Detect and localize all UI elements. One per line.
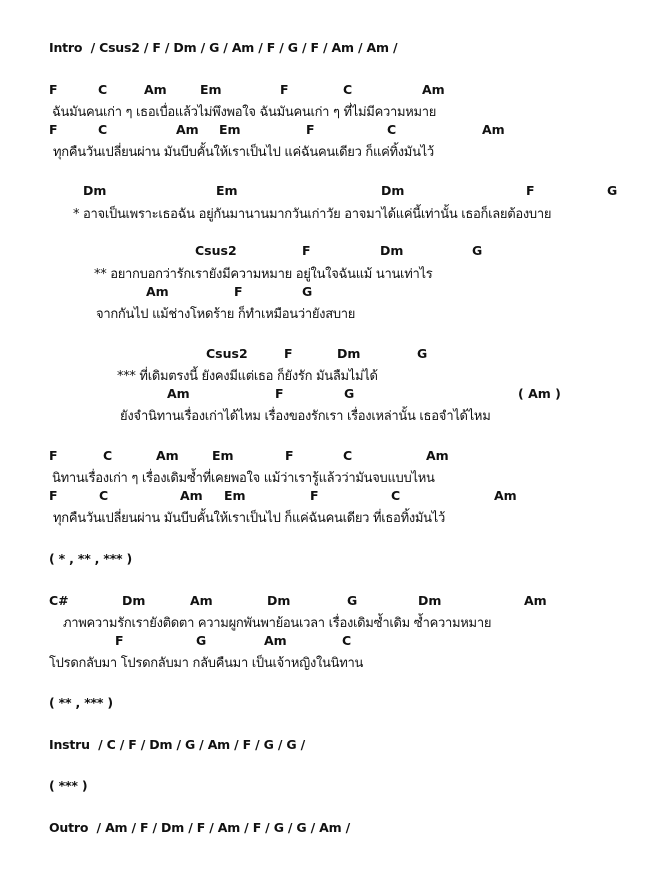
chord: Am [180, 488, 203, 503]
verse2-chord-row-2 [0, 488, 670, 506]
verse1-lyric-1: ฉันมันคนเก่า ๆ เธอเบื่อแล้วไม่พึงพอใจ ฉันมันคนเก่า ๆ ที่ไม่มีความหมาย [52, 105, 437, 120]
verse2-lyric-1: นิทานเรื่องเก่า ๆ เรื่องเดิมซ้ำที่เคยพอใจ แม้ว่าเรารู้แล้วว่ามันจบแบบไหน [52, 471, 435, 486]
chord: Am [156, 448, 179, 463]
chord: Am [422, 82, 445, 97]
chord: F [285, 448, 294, 463]
bridge-chord-row-2 [0, 633, 670, 651]
chord: F [115, 633, 124, 648]
chord: C [98, 122, 108, 137]
chorus2-lyric-1: *** ที่เดิมตรงนี้ ยังคงมีแต่เธอ ก็ยังรัก มันลืมไม่ได้ [117, 369, 378, 384]
chorus2-chord-row-2 [0, 386, 670, 404]
chord: Am [190, 593, 213, 608]
chord: Dm [267, 593, 291, 608]
verse1-chord-row-1 [0, 82, 670, 100]
chord: F [306, 122, 315, 137]
chord: G [344, 386, 355, 401]
chord: G [607, 183, 618, 198]
outro-line: Outro / Am / F / Dm / F / Am / F / G / G / Am / [49, 820, 350, 835]
prechorus-chord-row [0, 183, 670, 201]
intro-line: Intro / Csus2 / F / Dm / G / Am / F / G / F / Am / Am / [49, 40, 398, 55]
chorus1-lyric-2: จากกันไป แม้ช่างโหดร้าย ก็ทำเหมือนว่ายังสบาย [96, 307, 356, 322]
chord: Dm [83, 183, 107, 198]
chord: Am [264, 633, 287, 648]
chord: Em [200, 82, 222, 97]
chord: Am [176, 122, 199, 137]
chord: F [280, 82, 289, 97]
chorus2-lyric-2: ยังจำนิทานเรื่องเก่าได้ไหม เรื่องของรักเรา เรื่องเหล่านั้น เธอจำได้ไหม [120, 409, 491, 424]
chord: C [103, 448, 113, 463]
chord: F [234, 284, 243, 299]
repeat-marker-2: ( ** , *** ) [49, 695, 113, 710]
chord: Am [167, 386, 190, 401]
chorus1-chord-row-2 [0, 284, 670, 302]
chord: Am [426, 448, 449, 463]
chord: Dm [122, 593, 146, 608]
chord: Em [224, 488, 246, 503]
chord: Dm [380, 243, 404, 258]
chord: C [343, 448, 353, 463]
chord: C [387, 122, 397, 137]
chord: F [49, 448, 58, 463]
prechorus-lyric: * อาจเป็นเพราะเธอฉัน อยู่กันมานานมากวันเก่าวัย อาจมาได้แค่นี้เท่านั้น เธอก็เลยต้องบาย [73, 207, 552, 222]
chord: F [284, 346, 293, 361]
chord: G [417, 346, 428, 361]
chord: F [310, 488, 319, 503]
chord: Am [494, 488, 517, 503]
repeat-marker-3: ( *** ) [49, 778, 88, 793]
chord: F [302, 243, 311, 258]
chord: Csus2 [206, 346, 248, 361]
chord: Am [524, 593, 547, 608]
chord: C [343, 82, 353, 97]
chord: G [196, 633, 207, 648]
chord: Am [144, 82, 167, 97]
bridge-lyric-2: โปรดกลับมา โปรดกลับมา กลับคืนมา เป็นเจ้าหญิงในนิทาน [49, 656, 364, 671]
chord: Am [146, 284, 169, 299]
chord: G [302, 284, 313, 299]
repeat-marker-1: ( * , ** , *** ) [49, 551, 133, 566]
chord: C [98, 82, 108, 97]
chord: Em [212, 448, 234, 463]
chord: F [275, 386, 284, 401]
verse2-chord-row-1 [0, 448, 670, 466]
chord: C# [49, 593, 69, 608]
chord: C [391, 488, 401, 503]
chord: C [342, 633, 352, 648]
chord: Csus2 [195, 243, 237, 258]
chord: F [526, 183, 535, 198]
chorus1-lyric-1: ** อยากบอกว่ารักเรายังมีความหมาย อยู่ในใจฉันแม้ นานเท่าไร [94, 267, 433, 282]
chord: Dm [381, 183, 405, 198]
chorus1-chord-row-1 [0, 243, 670, 261]
verse1-chord-row-2 [0, 122, 670, 140]
chord: F [49, 122, 58, 137]
chord: Dm [418, 593, 442, 608]
verse2-lyric-2: ทุกคืนวันเปลี่ยนผ่าน มันบีบคั้นให้เราเป็นไป ก็แค่ฉันคนเดียว ที่เธอทิ้งมันไว้ [53, 511, 445, 526]
chord: Em [219, 122, 241, 137]
chord: G [347, 593, 358, 608]
chord: Em [216, 183, 238, 198]
chord: Am [482, 122, 505, 137]
chord: Dm [337, 346, 361, 361]
chord: ( Am ) [518, 386, 561, 401]
instru-line: Instru / C / F / Dm / G / Am / F / G / G / [49, 737, 305, 752]
chorus2-chord-row-1 [0, 346, 670, 364]
chord: C [99, 488, 109, 503]
chord: G [472, 243, 483, 258]
bridge-lyric-1: ภาพความรักเรายังติดตา ความผูกพันพาย้อนเวลา เรื่องเดิมซ้ำเดิม ซ้ำความหมาย [63, 616, 492, 631]
chord: F [49, 488, 58, 503]
verse1-lyric-2: ทุกคืนวันเปลี่ยนผ่าน มันบีบคั้นให้เราเป็นไป แค่ฉันคนเดียว ก็แค่ทิ้งมันไว้ [53, 145, 434, 160]
chord: F [49, 82, 58, 97]
bridge-chord-row-1 [0, 593, 670, 611]
